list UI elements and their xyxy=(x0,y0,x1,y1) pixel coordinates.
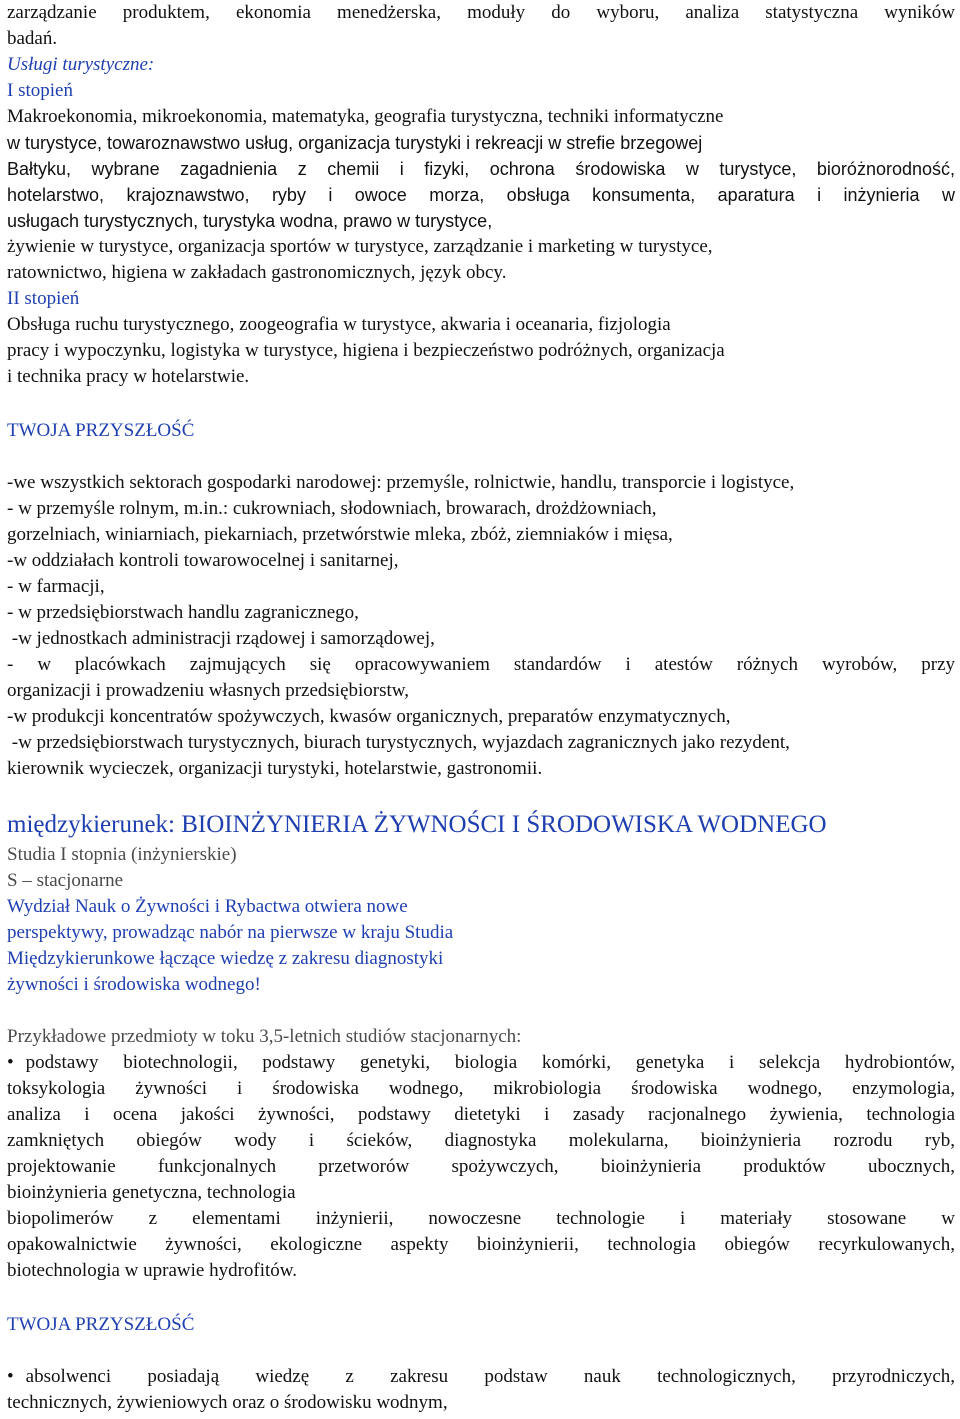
text-line: -we wszystkich sektorach gospodarki narodowej: przemyśle, rolnictwie, handlu, transporcie i logistyce, xyxy=(7,472,795,493)
future-text: absolwenci posiadają wiedzę z zakresu podstaw nauk technologicznych, przyrodniczych, xyxy=(25,1366,955,1387)
text-line: zamkniętych obiegów wody i ścieków, diagnostyka molekularna, bioinżynieria rozrodu ryb, xyxy=(7,1130,955,1151)
text-line: projektowanie funkcjonalnych przetworów spożywczych, bioinżynieria produktów ubocznych, xyxy=(7,1156,955,1177)
text-line: Makroekonomia, mikroekonomia, matematyka, geografia turystyczna, techniki informatyczne xyxy=(7,106,724,127)
future-heading-2: TWOJA PRZYSZŁOŚĆ xyxy=(7,1314,195,1335)
program-title: międzykierunek: BIOINŻYNIERIA ŻYWNOŚCI I ŚRODOWISKA WODNEGO xyxy=(7,811,827,838)
degree-heading-1: I stopień xyxy=(7,80,73,101)
promo-line: Międzykierunkowe łączące wiedzę z zakresu diagnostyki xyxy=(7,948,444,969)
text-line: analiza i ocena jakości żywności, podstawy dietetyki i zasady racjonalnego żywienia, technologia xyxy=(7,1104,955,1125)
text-line: usługach turystycznych, turystyka wodna, prawo w turystyce, xyxy=(7,211,493,231)
text-line: kierownik wycieczek, organizacji turystyki, hotelarstwie, gastronomii. xyxy=(7,758,543,779)
text-line: żywienie w turystyce, organizacja sportów w turystyce, zarządzanie i marketing w turystyce, xyxy=(7,236,713,257)
future2-line-first xyxy=(7,1364,955,1390)
text-line: Obsługa ruchu turystycznego, zoogeografia w turystyce, akwaria i oceanaria, fizjologia xyxy=(7,314,671,335)
text-line: technicznych, żywieniowych oraz o środowisku wodnym, xyxy=(7,1392,448,1413)
text-line: pracy i wypoczynku, logistyka w turystyce, higiena i bezpieczeństwo podróżnych, organizacja xyxy=(7,340,725,361)
text-line: -w przedsiębiorstwach turystycznych, biurach turystycznych, wyjazdach zagranicznych jako rezydent, xyxy=(7,732,790,753)
text-line: biotechnologia w uprawie hydrofitów. xyxy=(7,1260,298,1281)
text-line: - w placówkach zajmujących się opracowywaniem standardów i atestów różnych wyrobów, przy xyxy=(7,654,955,675)
subject-text: podstawy biotechnologii, podstawy genetyki, biologia komórki, genetyka i selekcja hydrobiontów, xyxy=(25,1052,955,1073)
promo-line: Wydział Nauk o Żywności i Rybactwa otwiera nowe xyxy=(7,896,408,917)
text-line: badań. xyxy=(7,28,58,49)
text-line: Bałtyku, wybrane zagadnienia z chemii i fizyki, ochrona środowiska w turystyce, bioróżnorodność, xyxy=(7,159,955,179)
text-line: -w oddziałach kontroli towarowocelnej i sanitarnej, xyxy=(7,550,399,571)
text-line: ratownictwo, higiena w zakładach gastronomicznych, język obcy. xyxy=(7,262,507,283)
bullet: • xyxy=(7,1366,14,1387)
text-line: - w przedsiębiorstwach handlu zagranicznego, xyxy=(7,602,359,623)
text-line: zarządzanie produktem, ekonomia menedżerska, moduły do wyboru, analiza statystyczna wyników xyxy=(7,2,955,23)
text-line: toksykologia żywności i środowiska wodnego, mikrobiologia środowiska wodnego, enzymologia, xyxy=(7,1078,955,1099)
section-heading-uslugi: Usługi turystyczne: xyxy=(7,54,155,75)
program-subtitle-mode: S – stacjonarne xyxy=(7,870,124,891)
future-heading: TWOJA PRZYSZŁOŚĆ xyxy=(7,420,195,441)
text-line: i technika pracy w hotelarstwie. xyxy=(7,366,250,387)
degree-heading-2: II stopień xyxy=(7,288,80,309)
text-line: -w jednostkach administracji rządowej i samorządowej, xyxy=(7,628,435,649)
text-line: - w farmacji, xyxy=(7,576,105,597)
bullet: • xyxy=(7,1052,14,1073)
text-line: gorzelniach, winiarniach, piekarniach, przetwórstwie mleka, zbóż, ziemniaków i mięsa, xyxy=(7,524,673,545)
text-line: -w produkcji koncentratów spożywczych, kwasów organicznych, preparatów enzymatycznych, xyxy=(7,706,731,727)
subjects-heading: Przykładowe przedmioty w toku 3,5-letnich studiów stacjonarnych: xyxy=(7,1026,522,1047)
text-line: - w przemyśle rolnym, m.in.: cukrowniach, słodowniach, browarach, drożdżowniach, xyxy=(7,498,657,519)
text-line: bioinżynieria genetyczna, technologia xyxy=(7,1182,296,1203)
text-line: hotelarstwo, krajoznawstwo, ryby i owoce morza, obsługa konsumenta, aparatura i inżynieria w xyxy=(7,185,955,205)
text-line: organizacji i prowadzeniu własnych przedsiębiorstw, xyxy=(7,680,410,701)
text-line: w turystyce, towaroznawstwo usług, organizacja turystyki i rekreacji w strefie brzegowej xyxy=(7,133,703,153)
promo-line: perspektywy, prowadząc nabór na pierwsze w kraju Studia xyxy=(7,922,454,943)
text-line: biopolimerów z elementami inżynierii, nowoczesne technologie i materiały stosowane w xyxy=(7,1208,955,1229)
text-line: opakowalnictwie żywności, ekologiczne aspekty bioinżynierii, technologia obiegów recyrkulowanych, xyxy=(7,1234,955,1255)
promo-line: żywności i środowiska wodnego! xyxy=(7,974,261,995)
subjects-line-first xyxy=(7,1050,955,1076)
program-subtitle-level: Studia I stopnia (inżynierskie) xyxy=(7,844,237,865)
